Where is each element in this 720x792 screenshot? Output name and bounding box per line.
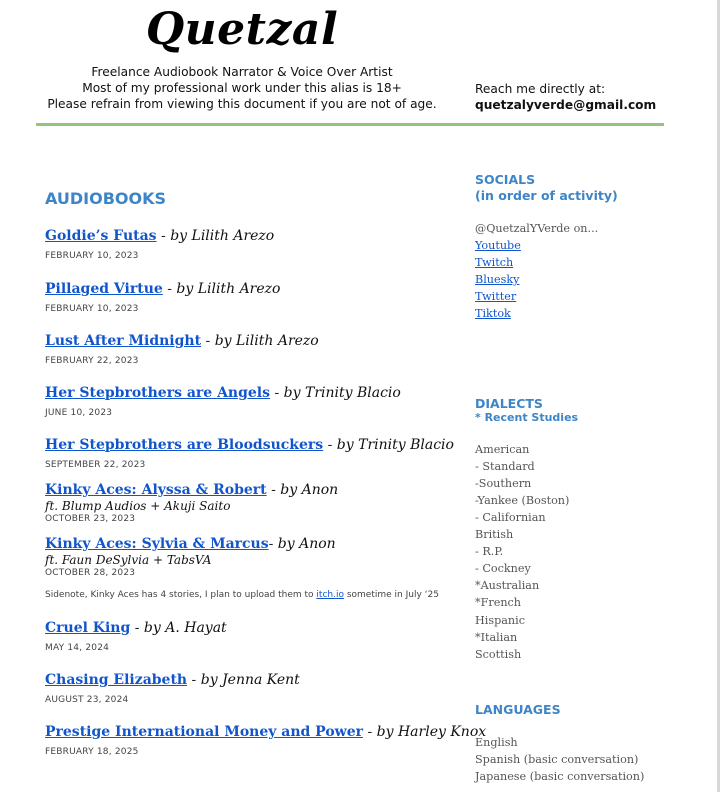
age-warning: Please refrain from viewing this document if you are not of age. (47, 97, 437, 111)
dialect-item: British (475, 528, 514, 541)
audiobook-link[interactable]: Chasing Elizabeth (45, 672, 188, 688)
dialect-item: -Southern (475, 477, 532, 490)
languages-heading: LANGUAGES (475, 702, 561, 717)
twitter-link[interactable]: Twitter (475, 290, 517, 303)
dialect-item: - Cockney (475, 562, 531, 575)
dialect-item: -Yankee (Boston) (475, 494, 570, 507)
audiobook-link[interactable]: Cruel King (45, 620, 131, 636)
twitch-link[interactable]: Twitch (475, 256, 514, 269)
audiobook-date: SEPTEMBER 22, 2023 (45, 460, 146, 470)
tiktok-link[interactable]: Tiktok (475, 307, 511, 320)
audiobook-link[interactable]: Goldie’s Futas (45, 228, 157, 244)
audiobook-entry: Lust After Midnight - by Lilith Arezo (45, 333, 319, 349)
socials-heading: SOCIALS (475, 172, 536, 187)
audiobook-link[interactable]: Her Stepbrothers are Bloodsuckers (45, 437, 324, 453)
dialects-heading: DIALECTS (475, 396, 543, 411)
language-item: Japanese (basic conversation) (475, 770, 645, 783)
dialect-item: - Californian (475, 511, 546, 524)
dialect-item: - R.P. (475, 545, 504, 558)
audiobook-featuring: ft. Faun DeSylvia + TabsVA (45, 553, 212, 567)
tagline: Freelance Audiobook Narrator & Voice Over Artist (91, 65, 393, 79)
language-item: Spanish (basic conversation) (475, 753, 639, 766)
audiobook-entry: Cruel King - by A. Hayat (45, 620, 227, 636)
dialects-subheading: * Recent Studies (475, 411, 579, 424)
audiobook-link[interactable]: Pillaged Virtue (45, 281, 163, 297)
audiobook-date: MAY 14, 2024 (45, 643, 110, 653)
dialect-item: *French (475, 596, 522, 609)
audiobook-date: FEBRUARY 22, 2023 (45, 356, 139, 366)
audiobook-link[interactable]: Her Stepbrothers are Angels (45, 385, 271, 401)
dialect-item: *Italian (475, 631, 518, 644)
audiobook-entry: Kinky Aces: Alyssa & Robert - by Anon (45, 482, 339, 498)
audiobook-entry: Her Stepbrothers are Bloodsuckers - by Trinity Blacio (45, 437, 454, 453)
audiobook-date: FEBRUARY 10, 2023 (45, 251, 139, 261)
audiobook-entry: Goldie’s Futas - by Lilith Arezo (45, 228, 275, 244)
audiobook-entry: Prestige International Money and Power - by Harley Knox (45, 724, 487, 740)
youtube-link[interactable]: Youtube (475, 239, 521, 252)
audiobook-date: JUNE 10, 2023 (45, 408, 113, 418)
language-item: English (475, 736, 518, 749)
sidenote: Sidenote, Kinky Aces has 4 stories, I plan to upload them to itch.io sometime in July ‘25 (45, 590, 439, 600)
header-divider (36, 123, 664, 126)
dialect-item: - Standard (475, 460, 535, 473)
audiobooks-heading: AUDIOBOOKS (45, 189, 167, 208)
audiobook-date: AUGUST 23, 2024 (45, 695, 129, 705)
dialect-item: American (475, 443, 530, 456)
content-notice: Most of my professional work under this alias is 18+ (82, 81, 402, 95)
audiobook-date: FEBRUARY 10, 2023 (45, 304, 139, 314)
audiobook-link[interactable]: Kinky Aces: Sylvia & Marcus (45, 536, 269, 552)
page-title: Quetzal (145, 4, 339, 55)
audiobook-date: OCTOBER 28, 2023 (45, 568, 136, 578)
audiobook-featuring: ft. Blump Audios + Akuji Saito (45, 499, 231, 513)
audiobook-link[interactable]: Lust After Midnight (45, 333, 202, 349)
dialect-item: Hispanic (475, 614, 525, 627)
audiobook-entry: Kinky Aces: Sylvia & Marcus- by Anon (45, 536, 336, 552)
social-handle: @QuetzalYVerde on... (475, 222, 599, 235)
audiobook-link[interactable]: Kinky Aces: Alyssa & Robert (45, 482, 267, 498)
audiobook-entry: Chasing Elizabeth - by Jenna Kent (45, 672, 300, 688)
dialect-item: Scottish (475, 648, 522, 661)
socials-subheading: (in order of activity) (475, 188, 618, 203)
audiobook-date: FEBRUARY 18, 2025 (45, 747, 139, 757)
bluesky-link[interactable]: Bluesky (475, 273, 520, 286)
audiobook-entry: Pillaged Virtue - by Lilith Arezo (45, 281, 281, 297)
audiobook-date: OCTOBER 23, 2023 (45, 514, 136, 524)
dialect-item: *Australian (475, 579, 540, 592)
audiobook-link[interactable]: Prestige International Money and Power (45, 724, 364, 740)
itch-io-link[interactable]: itch.io (316, 590, 344, 600)
audiobook-entry: Her Stepbrothers are Angels - by Trinity Blacio (45, 385, 401, 401)
contact-email[interactable]: quetzalyverde@gmail.com (475, 98, 657, 112)
contact-label: Reach me directly at: (475, 82, 606, 96)
